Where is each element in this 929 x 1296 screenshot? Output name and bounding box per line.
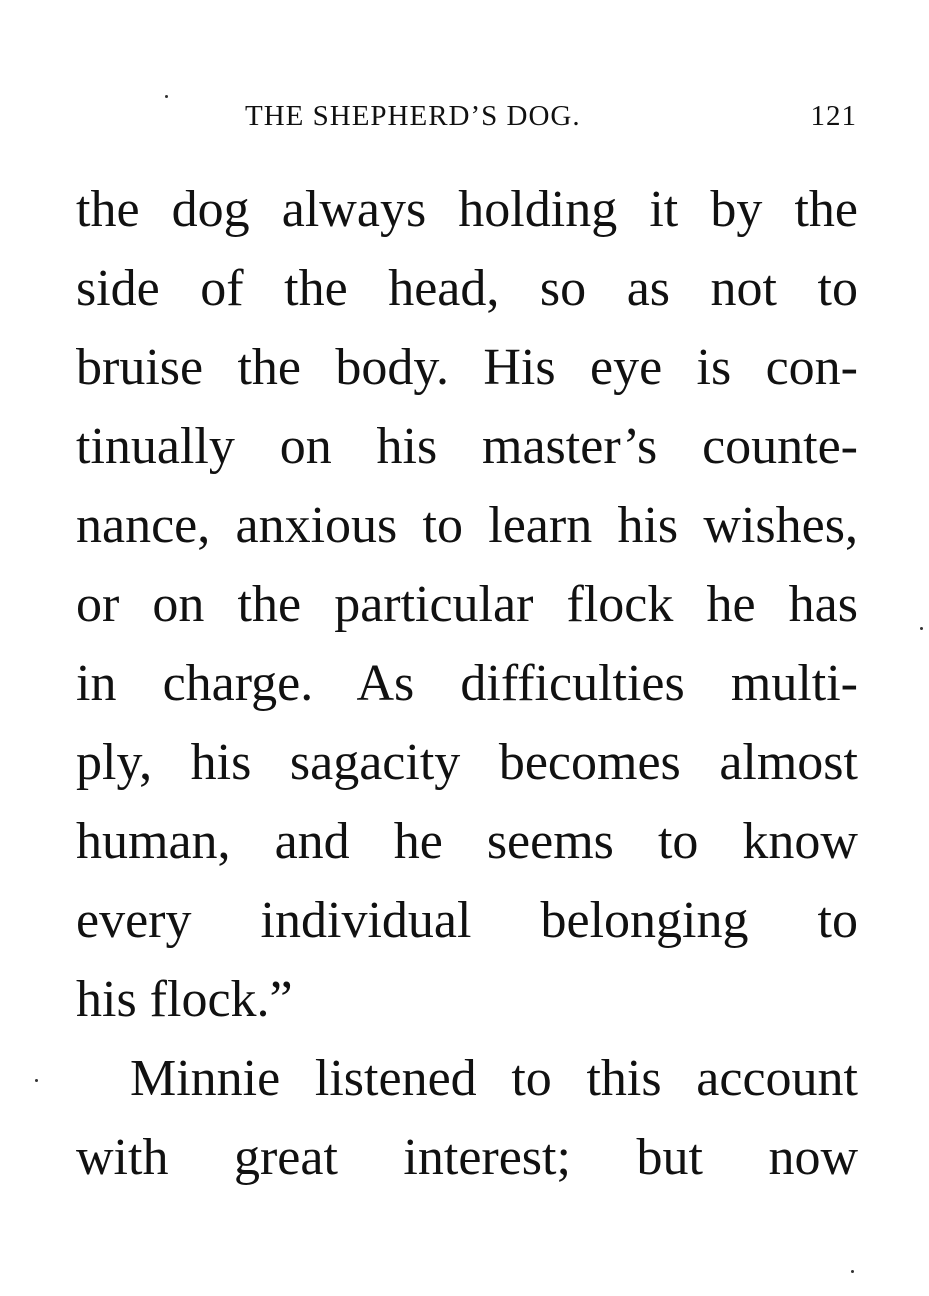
text-line: tinually on his master’s counte- (76, 418, 858, 475)
text-line: every individual belonging to (76, 892, 858, 949)
text-line: bruise the body. His eye is con- (76, 339, 858, 396)
page-number: 121 (810, 100, 857, 132)
scan-speck (920, 627, 923, 630)
text-line: or on the particular flock he has (76, 576, 858, 633)
scan-speck (851, 1270, 854, 1273)
running-head (245, 100, 857, 140)
text-line: ply, his sagacity becomes almost (76, 734, 858, 791)
scan-speck (35, 1079, 38, 1082)
text-line: with great interest; but now (76, 1129, 858, 1186)
text-line: human, and he seems to know (76, 813, 858, 870)
scan-speck (165, 95, 168, 98)
text-line: his flock.” (76, 971, 293, 1028)
text-line: the dog always holding it by the (76, 181, 858, 238)
running-title: THE SHEPHERD’S DOG. (245, 100, 581, 132)
body-text (76, 170, 858, 1197)
text-line: nance, anxious to learn his wishes, (76, 497, 858, 554)
text-line: side of the head, so as not to (76, 260, 858, 317)
paragraph-start-line: Minnie listened to this account (130, 1050, 858, 1107)
text-line: in charge. As difficulties multi- (76, 655, 858, 712)
